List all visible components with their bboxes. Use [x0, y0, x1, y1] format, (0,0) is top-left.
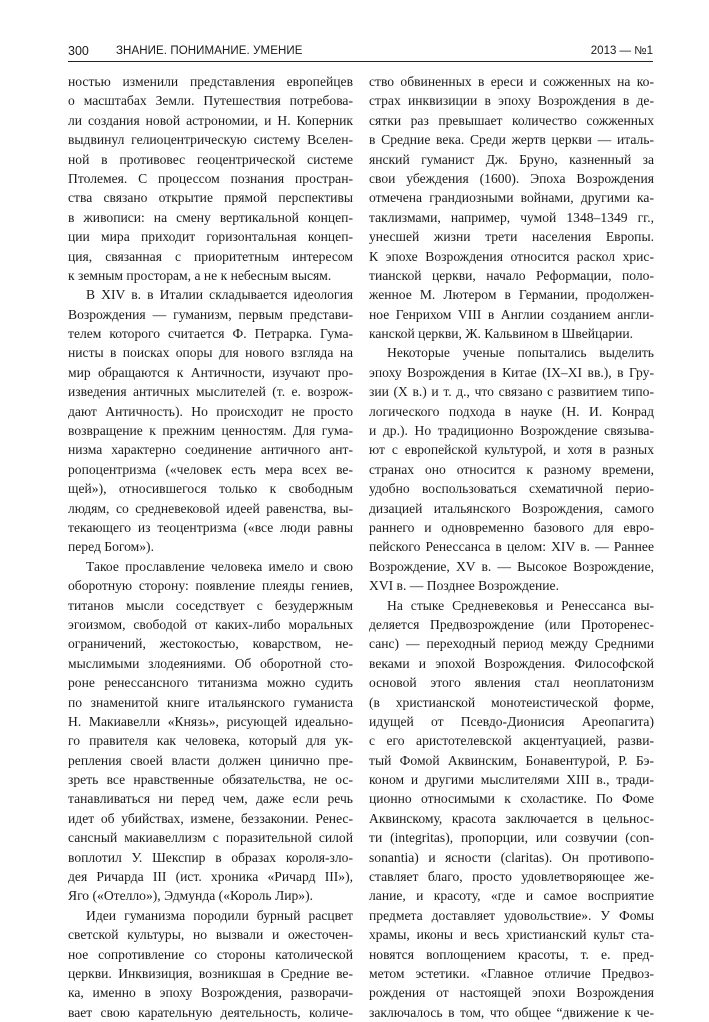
text-line: унесшей жизни трети населения Европы. — [369, 229, 654, 245]
text-line: ставляет благо, просто удовлетворяющее же- — [369, 869, 654, 885]
text-line: На стыке Средневековья и Ренессанса вы- — [387, 597, 654, 613]
text-line: воплотил У. Шекспир в образах короля-зло- — [68, 849, 353, 865]
text-line: эгоизмом, свободой от каких-либо моральных — [68, 616, 353, 632]
text-line: XVI в. — Позднее Возрождение. — [369, 578, 559, 594]
text-line: изведения античных мыслителей (т. е. возрож- — [68, 384, 353, 400]
text-line: Идеи гуманизма породили бурный расцвет — [86, 907, 353, 923]
left-text-column — [68, 72, 353, 1022]
text-line: ка, именно в эпоху Возрождения, разворачи- — [68, 985, 353, 1001]
text-line: свои убеждения (1600). Эпоха Возрождения — [369, 170, 654, 186]
text-line: новятся воплощением красоты, т. е. пред- — [369, 946, 654, 962]
text-line: Н. Макиавелли «Князь», рисующей идеально- — [68, 713, 353, 729]
text-line: низма характерно соединение античного ант- — [68, 442, 353, 458]
text-line: Яго («Отелло»), Эдмунда («Король Лир»). — [68, 888, 313, 904]
text-line: ти (integritas), пропорции, или созвучии (con- — [369, 830, 654, 846]
text-line: с его аристотелевской акцентуацией, разви- — [369, 733, 654, 749]
text-line: го правителя как человека, который для ук- — [68, 733, 353, 749]
text-line: ропоцентризма («человек есть мера всех ве- — [68, 461, 353, 477]
text-line: дают Античность). Но происходит не просто — [68, 403, 353, 419]
text-line: пейского Ренессанса в целом: XIV в. — Раннее — [369, 539, 654, 555]
text-line: мыслимыми злодеяниями. Об оборотной сто- — [68, 655, 353, 671]
text-line: репления своей власти должен цинично пре- — [68, 752, 353, 768]
text-line: отмечена грандиозными войнами, другими ка- — [369, 190, 654, 206]
text-line: В XIV в. в Италии складывается идеология — [86, 287, 353, 303]
text-line: Такое прославление человека имело и свою — [86, 558, 353, 574]
text-line: по знаменитой книге итальянского гуманиста — [68, 694, 353, 710]
text-line: коном и другими мыслителями XIII в., тради- — [369, 772, 654, 788]
text-line: Аквинскому, красота заключается в цельнос- — [369, 810, 654, 826]
page-number: 300 — [68, 44, 89, 58]
text-line: ства связано открытие прямой перспективы — [68, 190, 353, 206]
text-line: телем которого считается Ф. Петрарка. Гума- — [68, 326, 353, 342]
text-line: ции мира приходит горизонтальная концеп- — [68, 229, 353, 245]
text-line: идет об убийствах, измене, беззаконии. Ренес- — [68, 810, 353, 826]
text-line: роне ренессансного титанизма можно судить — [68, 675, 353, 691]
text-line: женное М. Лютером в Германии, продолжен- — [369, 287, 654, 303]
text-line: тианской церкви, начало Реформации, поло- — [369, 267, 654, 283]
right-text-column — [369, 72, 654, 1022]
text-line: рождения от настоящей эпохи Возрождения — [369, 985, 654, 1001]
text-line: Возрождение, XV в. — Высокое Возрождение, — [369, 558, 654, 574]
text-line: страх инквизиции в эпоху Возрождения в де- — [369, 93, 654, 109]
text-line: выдвинул гелиоцентрическую систему Вселен- — [68, 132, 353, 148]
journal-title: ЗНАНИЕ. ПОНИМАНИЕ. УМЕНИЕ — [116, 45, 303, 57]
text-line: текающего из теоцентризма («все люди равны — [68, 519, 353, 535]
text-line: к земным просторам, а не к небесным высям. — [68, 267, 332, 283]
text-line: возвращение к прежним ценностям. Для гума- — [68, 423, 353, 439]
text-line: Некоторые ученые попытались выделить — [387, 345, 654, 361]
text-line: ционно относимыми к схоластике. По Фоме — [369, 791, 654, 807]
text-line: янский гуманист Дж. Бруно, казненный за — [369, 151, 654, 167]
text-line: титанов мысли соседствует с безудержным — [68, 597, 353, 613]
text-line: оборотную сторону: появление плеяды гениев, — [68, 578, 353, 594]
text-line: и др.). Но традиционно Возрождение связыва- — [369, 423, 654, 439]
text-line: удобно воспользоваться схематичной перио- — [369, 481, 654, 497]
text-line: вает свою карательную деятельность, количе- — [68, 1004, 353, 1020]
text-line: странах оно относится к разному времени, — [369, 461, 654, 477]
text-line: ция, связанная с приоритетным интересом — [68, 248, 353, 264]
text-line: ной в противовес геоцентрической системе — [68, 151, 353, 167]
header-rule — [68, 61, 653, 62]
text-line: ство обвиненных в ереси и сожженных на ко- — [369, 74, 654, 89]
text-line: нисты в поисках опоры для нового взгляда на — [68, 345, 353, 361]
running-header — [68, 41, 653, 61]
text-line: логического подхода в науке (Н. И. Конрад — [369, 403, 654, 419]
text-line: церкви. Инквизиция, возникшая в Средние ве- — [68, 965, 353, 981]
text-line: сансный макиавеллизм с поразительной силой — [68, 830, 353, 846]
text-line: в живописи: на смену вертикальной концеп- — [68, 209, 353, 225]
text-line: светской культуры, но вызвали и ожесточен- — [68, 927, 353, 943]
text-line: танавливаться ни перед чем, даже если речь — [68, 791, 353, 807]
text-line: перед Богом»). — [68, 539, 154, 555]
text-line: раннего и одновременно базового для евро- — [369, 519, 654, 535]
text-line: в Средние века. Среди жертв церкви — италь- — [369, 132, 654, 148]
text-line: дизацией итальянского Возрождения, самого — [369, 500, 654, 516]
text-line: деляется Предвозрождение (или Проторенес- — [369, 616, 654, 632]
text-line: сятки раз превышает количество сожженных — [369, 112, 654, 128]
text-line: санс) — переходный период между Средними — [369, 636, 654, 652]
text-line: sonantia) и ясности (claritas). Он противопо- — [369, 849, 654, 865]
text-line: метом эстетики. «Главное отличие Предвоз- — [369, 965, 654, 981]
text-line: Возрождения — гуманизм, первым представи- — [68, 306, 353, 322]
text-line: основой этого явления стал неоплатонизм — [369, 675, 654, 691]
text-line: тый Фомой Аквинским, Бонавентурой, Р. Бэ- — [369, 752, 654, 768]
text-line: щей»), относившегося только к свободным — [68, 481, 353, 497]
text-line: веками и эпохой Возрождения. Философской — [369, 655, 654, 671]
text-line: (в христианской монотеистической форме, — [369, 694, 654, 710]
text-line: дея Ричарда III (ист. хроника «Ричард III»), — [68, 869, 353, 885]
text-line: ют с европейской культурой, и хотя в разных — [369, 442, 654, 458]
text-line: канской церкви, Ж. Кальвином в Швейцарии. — [369, 326, 634, 342]
text-line: зии (X в.) и т. д., что связано с развитием типо- — [369, 384, 654, 400]
text-line: мир обращаются к Античности, изучают про- — [68, 364, 353, 380]
text-line: ли создания новой астрономии, и Н. Коперник — [68, 112, 353, 128]
text-line: людям, со средневековой идеей равенства, вы- — [68, 500, 353, 516]
text-line: К эпохе Возрождения относится раскол хрис- — [369, 248, 654, 264]
text-line: зреть все нравственные обязательства, не ос- — [68, 772, 353, 788]
text-line: ограничений, жестокостью, коварством, не- — [68, 636, 353, 652]
text-line: лание, и красоту, «где и самое восприятие — [369, 888, 654, 904]
text-line: заключалось в том, что общее “движение к че- — [369, 1004, 654, 1020]
issue-number: 2013 — №1 — [590, 45, 653, 57]
text-line: ное сопротивление со стороны католической — [68, 946, 353, 962]
text-line: ностью изменили представления европейцев — [68, 74, 353, 89]
text-line: храмы, иконы и весь христианский культ ста- — [369, 927, 654, 943]
text-line: идущей от Псевдо-Дионисия Ареопагита) — [369, 713, 654, 729]
text-line: о масштабах Земли. Путешествия потребова- — [68, 93, 353, 109]
text-line: эпоху Возрождения в Китае (IX–XI вв.), в Гру- — [369, 364, 654, 380]
text-line: Птолемея. С процессом познания простран- — [68, 170, 353, 186]
text-line: ное Генрихом VIII в Англии созданием англи- — [369, 306, 654, 322]
text-line: таклизмами, например, чумой 1348–1349 гг., — [369, 209, 654, 225]
text-line: предмета доставляет удовольствие». У Фомы — [369, 907, 654, 923]
